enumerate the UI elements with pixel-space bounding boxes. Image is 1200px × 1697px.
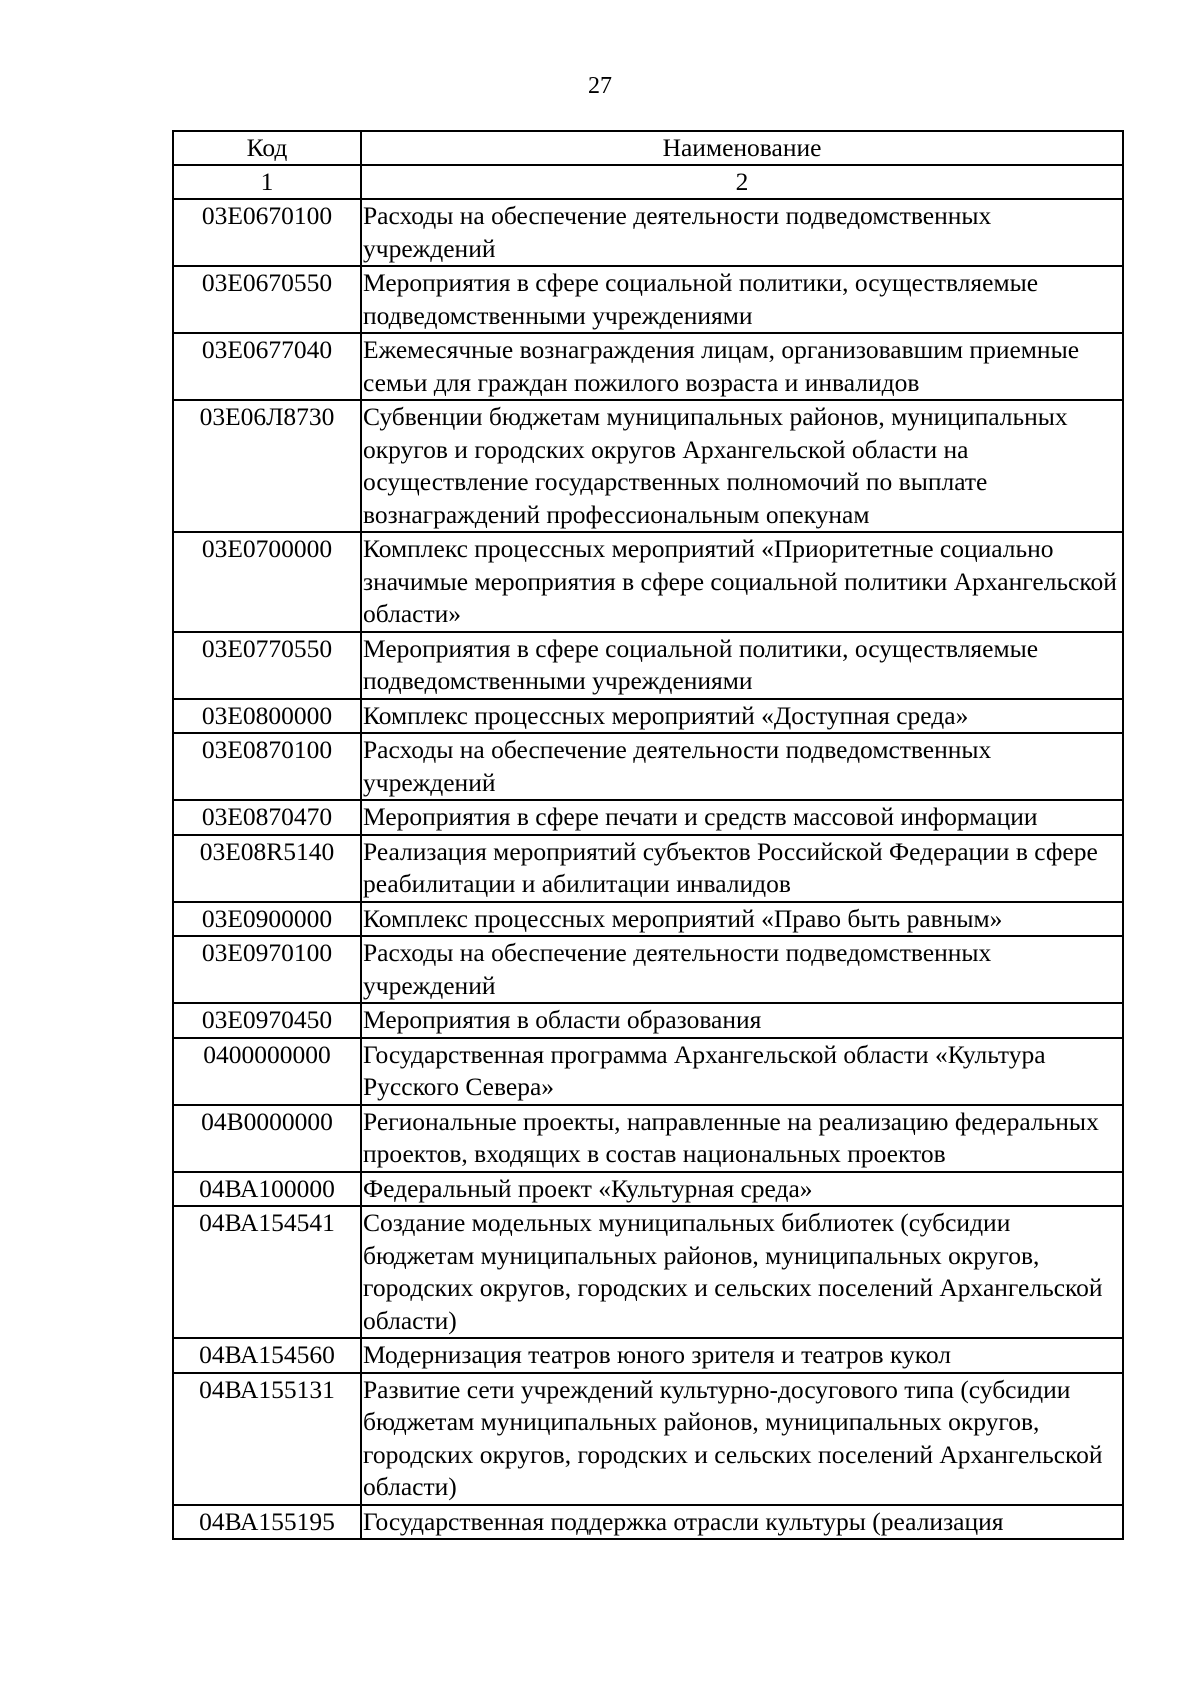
table-row bbox=[173, 733, 1123, 800]
row-code: 04ВА154560 bbox=[173, 1338, 361, 1373]
table-row bbox=[173, 632, 1123, 699]
row-name: Комплекс процессных мероприятий «Доступная среда» bbox=[361, 699, 1123, 734]
row-name: Мероприятия в сфере социальной политики, осуществляемые подведомственными учреждениями bbox=[361, 632, 1123, 699]
table-row bbox=[173, 1338, 1123, 1373]
row-name: Расходы на обеспечение деятельности подведомственных учреждений bbox=[361, 936, 1123, 1003]
budget-codes-table bbox=[172, 130, 1124, 1540]
page-number: 27 bbox=[588, 73, 612, 99]
table-row bbox=[173, 532, 1123, 632]
header-name: Наименование bbox=[361, 131, 1123, 165]
row-name: Модернизация театров юного зрителя и театров кукол bbox=[361, 1338, 1123, 1373]
row-name: Государственная программа Архангельской области «Культура Русского Севера» bbox=[361, 1038, 1123, 1105]
row-name: Создание модельных муниципальных библиотек (субсидии бюджетам муниципальных районов, муниципальных округов, городских округов, городских и сельских поселений Архангельской области) bbox=[361, 1206, 1123, 1338]
row-code: 04ВА155195 bbox=[173, 1505, 361, 1540]
row-name: Реализация мероприятий субъектов Российской Федерации в сфере реабилитации и абилитации инвалидов bbox=[361, 835, 1123, 902]
row-name: Региональные проекты, направленные на реализацию федеральных проектов, входящих в состав национальных проектов bbox=[361, 1105, 1123, 1172]
row-code: 03Е06Л8730 bbox=[173, 400, 361, 532]
row-code: 04В0000000 bbox=[173, 1105, 361, 1172]
numbering-name: 2 bbox=[361, 165, 1123, 199]
row-code: 03Е0900000 bbox=[173, 902, 361, 937]
row-code: 03Е0800000 bbox=[173, 699, 361, 734]
row-name: Комплекс процессных мероприятий «Приоритетные социально значимые мероприятия в сфере социальной политики Архангельской области» bbox=[361, 532, 1123, 632]
row-code: 03Е0870100 bbox=[173, 733, 361, 800]
row-code: 03Е0870470 bbox=[173, 800, 361, 835]
row-code: 03Е0677040 bbox=[173, 333, 361, 400]
row-code: 03Е0970100 bbox=[173, 936, 361, 1003]
row-name: Мероприятия в сфере печати и средств массовой информации bbox=[361, 800, 1123, 835]
table-body bbox=[173, 131, 1123, 1539]
row-code: 03Е08R5140 bbox=[173, 835, 361, 902]
table-row bbox=[173, 199, 1123, 266]
row-name: Расходы на обеспечение деятельности подведомственных учреждений bbox=[361, 733, 1123, 800]
table-row bbox=[173, 699, 1123, 734]
table-row bbox=[173, 1105, 1123, 1172]
table-row bbox=[173, 266, 1123, 333]
table-numbering-row bbox=[173, 165, 1123, 199]
row-name: Расходы на обеспечение деятельности подведомственных учреждений bbox=[361, 199, 1123, 266]
numbering-code: 1 bbox=[173, 165, 361, 199]
table-row bbox=[173, 902, 1123, 937]
row-code: 03Е0670100 bbox=[173, 199, 361, 266]
table-row bbox=[173, 800, 1123, 835]
table-row bbox=[173, 1373, 1123, 1505]
table-row bbox=[173, 1206, 1123, 1338]
row-code: 03Е0970450 bbox=[173, 1003, 361, 1038]
row-code: 04ВА100000 bbox=[173, 1172, 361, 1207]
row-code: 03Е0770550 bbox=[173, 632, 361, 699]
row-code: 04ВА154541 bbox=[173, 1206, 361, 1338]
table-row bbox=[173, 333, 1123, 400]
header-code: Код bbox=[173, 131, 361, 165]
row-name: Ежемесячные вознаграждения лицам, организовавшим приемные семьи для граждан пожилого возраста и инвалидов bbox=[361, 333, 1123, 400]
row-name: Развитие сети учреждений культурно-досугового типа (субсидии бюджетам муниципальных районов, муниципальных округов, городских округов, городских и сельских поселений Архангельской области) bbox=[361, 1373, 1123, 1505]
row-code: 03Е0700000 bbox=[173, 532, 361, 632]
table-row bbox=[173, 936, 1123, 1003]
row-name: Мероприятия в области образования bbox=[361, 1003, 1123, 1038]
table-row bbox=[173, 835, 1123, 902]
row-name: Мероприятия в сфере социальной политики, осуществляемые подведомственными учреждениями bbox=[361, 266, 1123, 333]
table-row bbox=[173, 1172, 1123, 1207]
row-name: Субвенции бюджетам муниципальных районов, муниципальных округов и городских округов Архангельской области на осуществление государственных полномочий по выплате вознаграждений профессиональным опекунам bbox=[361, 400, 1123, 532]
row-code: 04ВА155131 bbox=[173, 1373, 361, 1505]
row-code: 03Е0670550 bbox=[173, 266, 361, 333]
row-name: Комплекс процессных мероприятий «Право быть равным» bbox=[361, 902, 1123, 937]
row-name: Государственная поддержка отрасли культуры (реализация bbox=[361, 1505, 1123, 1540]
row-name: Федеральный проект «Культурная среда» bbox=[361, 1172, 1123, 1207]
table-row bbox=[173, 400, 1123, 532]
table-row bbox=[173, 1003, 1123, 1038]
table-header-row bbox=[173, 131, 1123, 165]
row-code: 0400000000 bbox=[173, 1038, 361, 1105]
table-row bbox=[173, 1038, 1123, 1105]
table-row bbox=[173, 1505, 1123, 1540]
